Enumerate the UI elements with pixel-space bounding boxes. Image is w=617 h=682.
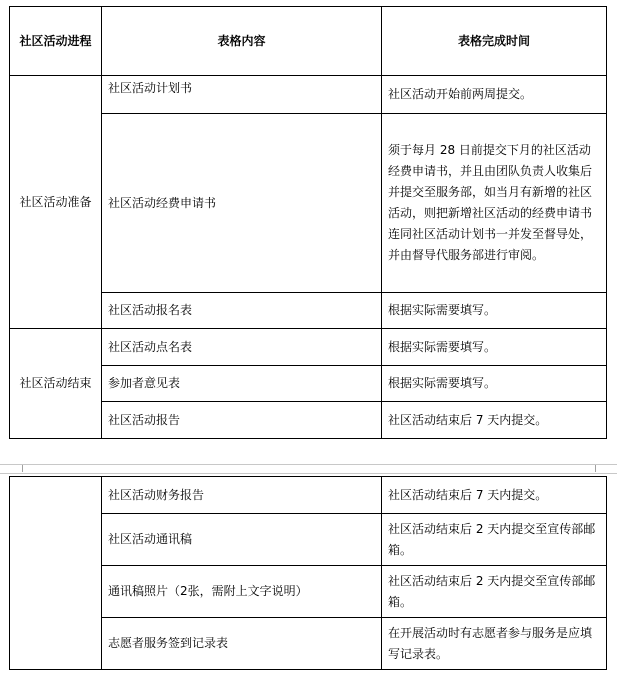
stage-cell: 社区活动结束 (10, 329, 102, 439)
page-break (0, 462, 617, 476)
stage-cell: 社区活动准备 (10, 76, 102, 329)
time-cell: 根据实际需要填写。 (382, 293, 607, 329)
content-cell: 社区活动报名表 (102, 293, 382, 329)
time-cell: 社区活动结束后 2 天内提交至宣传部邮箱。 (382, 566, 607, 618)
table-row (10, 76, 607, 114)
content-cell: 社区活动点名表 (102, 329, 382, 366)
time-cell: 在开展活动时有志愿者参与服务是应填写记录表。 (382, 618, 607, 670)
content-cell: 参加者意见表 (102, 366, 382, 402)
content-cell: 社区活动计划书 (102, 76, 382, 114)
header-time: 表格完成时间 (382, 7, 607, 76)
content-cell: 通讯稿照片（2张，需附上文字说明） (102, 566, 382, 618)
time-cell: 根据实际需要填写。 (382, 329, 607, 366)
time-cell: 社区活动结束后 7 天内提交。 (382, 477, 607, 514)
table-row (10, 329, 607, 366)
content-cell: 社区活动财务报告 (102, 477, 382, 514)
time-cell: 根据实际需要填写。 (382, 366, 607, 402)
table-row (10, 477, 607, 514)
page-corner-mark (595, 465, 596, 472)
content-cell: 社区活动报告 (102, 402, 382, 439)
page-corner-mark (22, 465, 23, 472)
table-header-row (10, 7, 607, 76)
time-cell: 社区活动开始前两周提交。 (382, 76, 607, 114)
header-content: 表格内容 (102, 7, 382, 76)
content-cell: 志愿者服务签到记录表 (102, 618, 382, 670)
time-cell: 须于每月 28 日前提交下月的社区活动经费申请书，并且由团队负责人收集后并提交至服务部，如当月有新增的社区活动，则把新增社区活动的经费申请书连同社区活动计划书一并发至督导处，并由督导代服务部进行审阅。 (382, 114, 607, 293)
header-stage: 社区活动进程 (10, 7, 102, 76)
stage-cell-empty (10, 477, 102, 670)
activity-table-continued (9, 476, 607, 670)
time-cell: 社区活动结束后 7 天内提交。 (382, 402, 607, 439)
page-break-line (0, 464, 617, 465)
content-cell: 社区活动通讯稿 (102, 514, 382, 566)
page-break-line (0, 473, 617, 474)
content-cell: 社区活动经费申请书 (102, 114, 382, 293)
activity-table (9, 6, 607, 439)
time-cell: 社区活动结束后 2 天内提交至宣传部邮箱。 (382, 514, 607, 566)
